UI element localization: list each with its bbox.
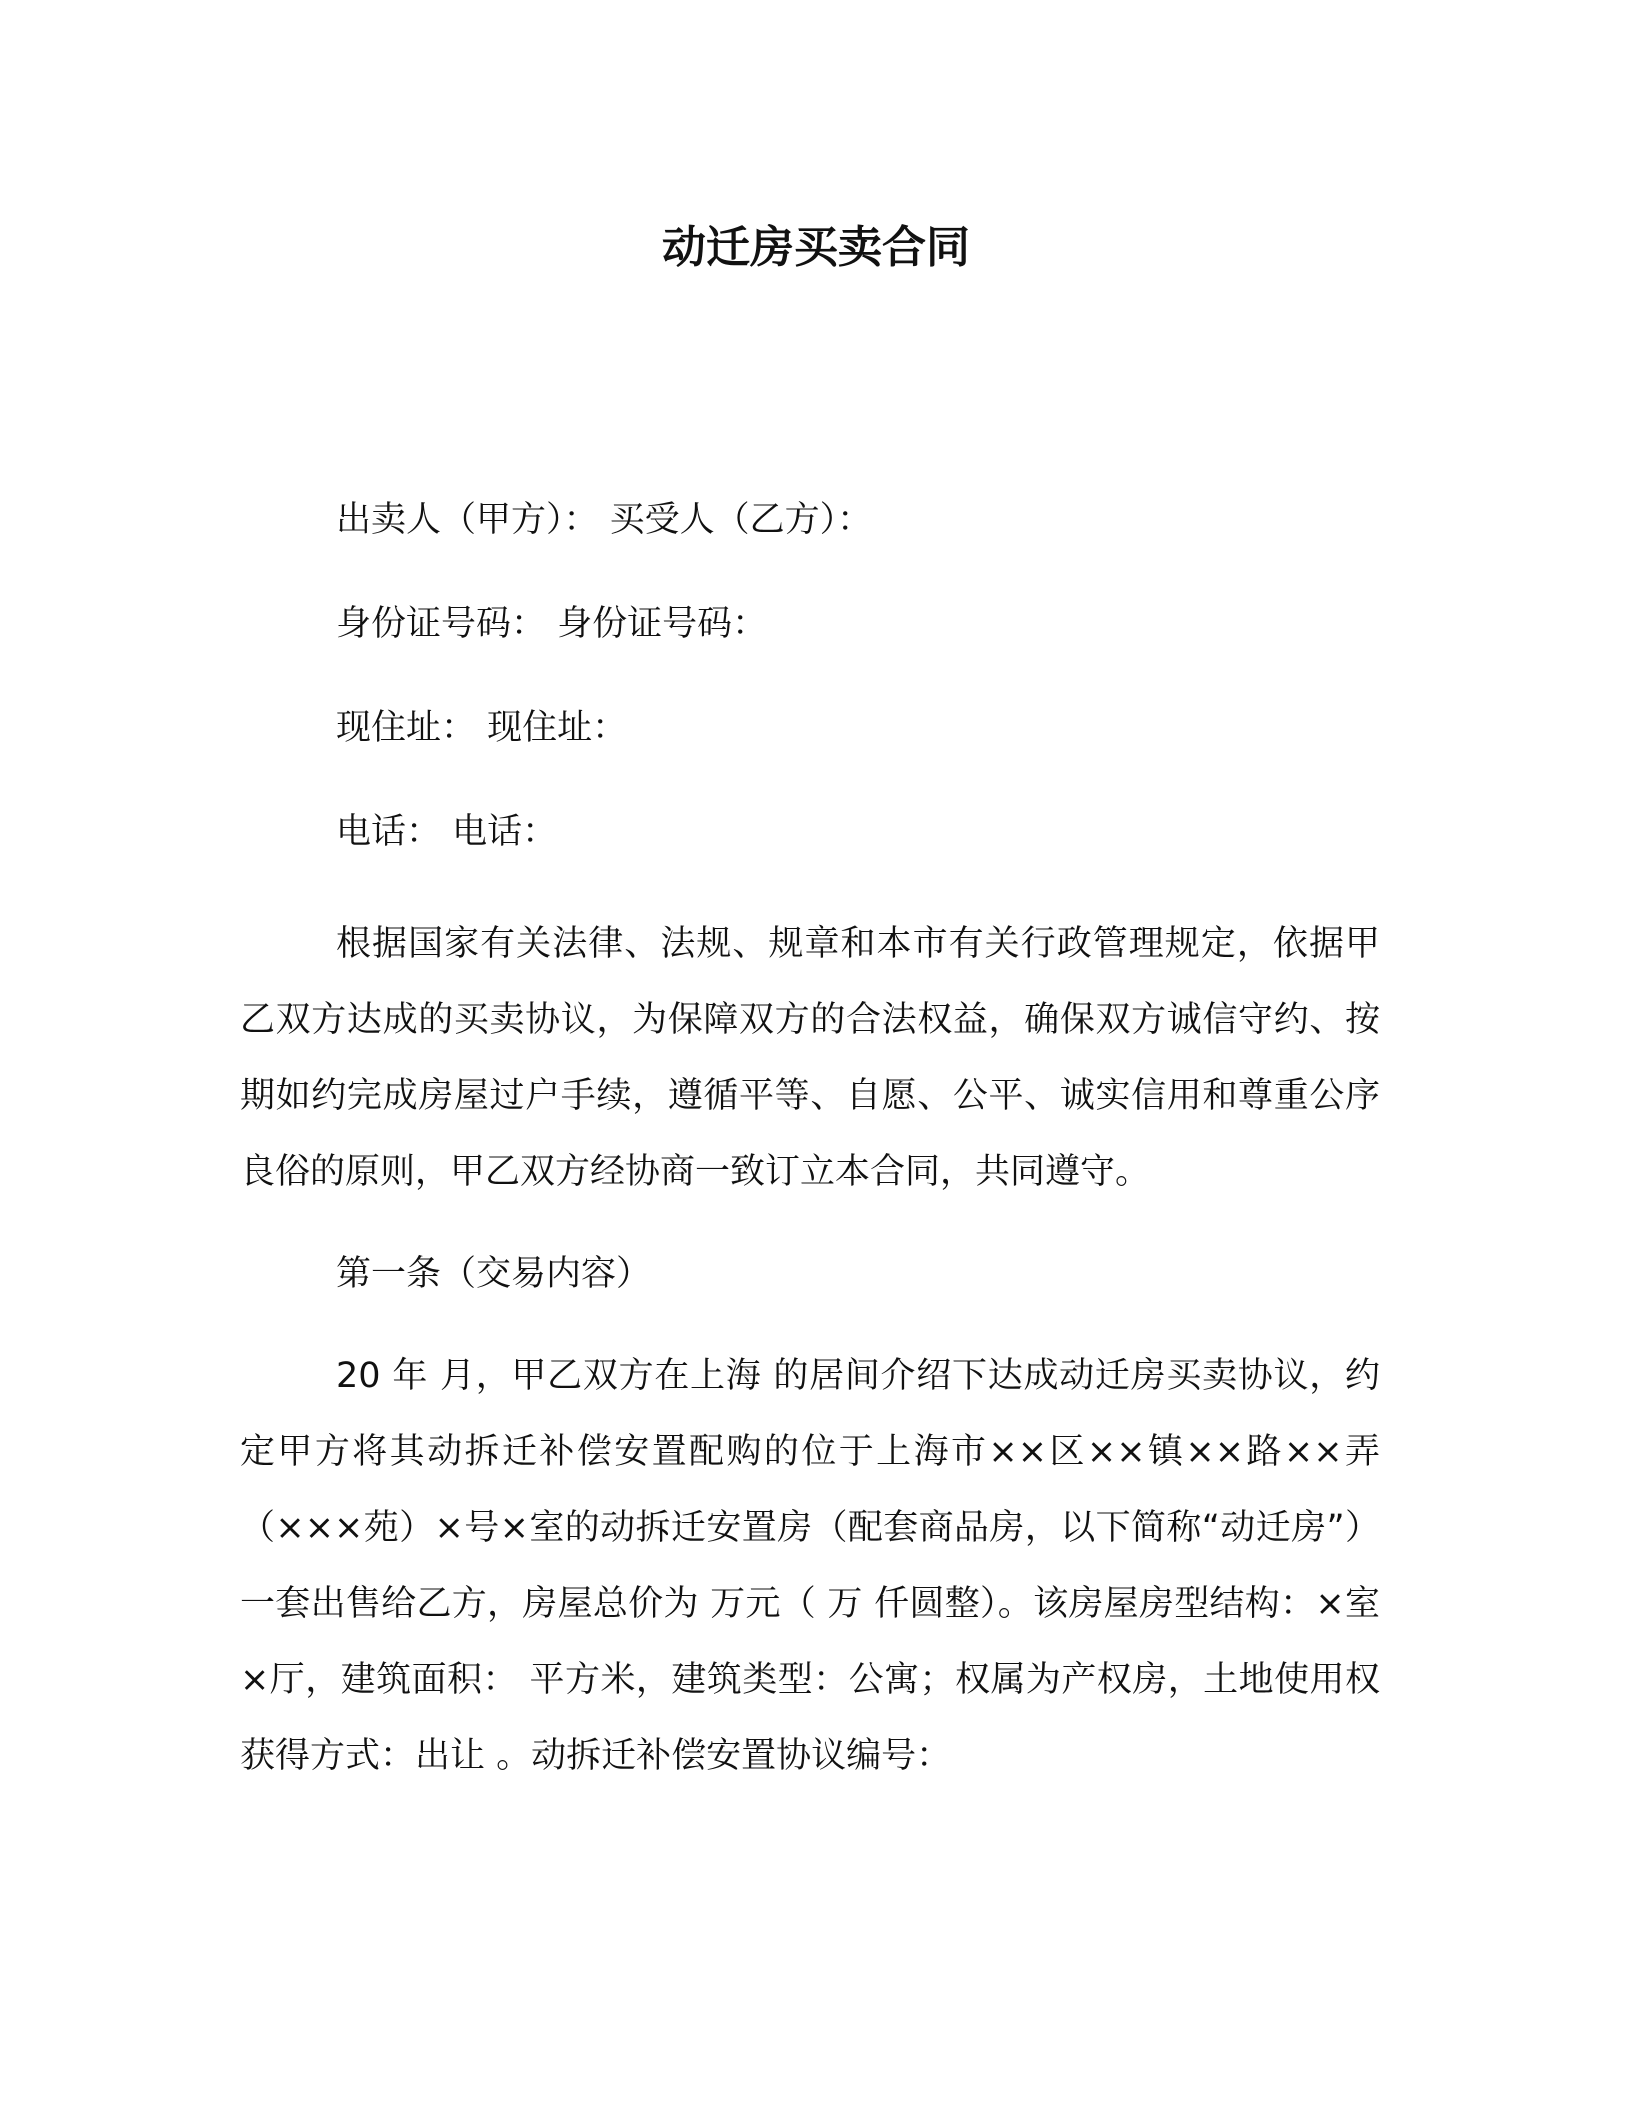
address-line: 现住址： 现住址：	[336, 708, 628, 748]
document-title: 动迁房买卖合同	[662, 222, 970, 273]
id-number-line: 身份证号码： 身份证号码：	[336, 604, 768, 644]
seller-buyer-line: 出卖人（甲方）： 买受人（乙方）：	[336, 500, 873, 540]
phone-line: 电话： 电话：	[336, 812, 558, 852]
article-1-heading: 第一条（交易内容）	[336, 1254, 652, 1294]
preamble-paragraph: 根据国家有关法律、法规、规章和本市有关行政管理规定，依据甲乙双方达成的买卖协议，为保障双方的合法权益，确保双方诚信守约、按期如约完成房屋过户手续，遵循平等、自愿、公平、诚实信用和尊重公序良俗的原则，甲乙双方经协商一致订立本合同，共同遵守。	[240, 924, 1380, 1192]
article-1-paragraph: 20 年 月，甲乙双方在上海 的居间介绍下达成动迁房买卖协议，约定甲方将其动拆迁补偿安置配购的位于上海市××区××镇××路××弄（×××苑）×号×室的动拆迁安置房（配套商品房，以下简称“动迁房”）一套出售给乙方，房屋总价为 万元（ 万 仟圆整）。该房屋房型结构：×室×厅，建筑面积： 平方米，建筑类型：公寓；权属为产权房，土地使用权获得方式：出让 。动拆迁补偿安置协议编号：	[240, 1356, 1380, 1776]
document-body	[240, 490, 1380, 1820]
